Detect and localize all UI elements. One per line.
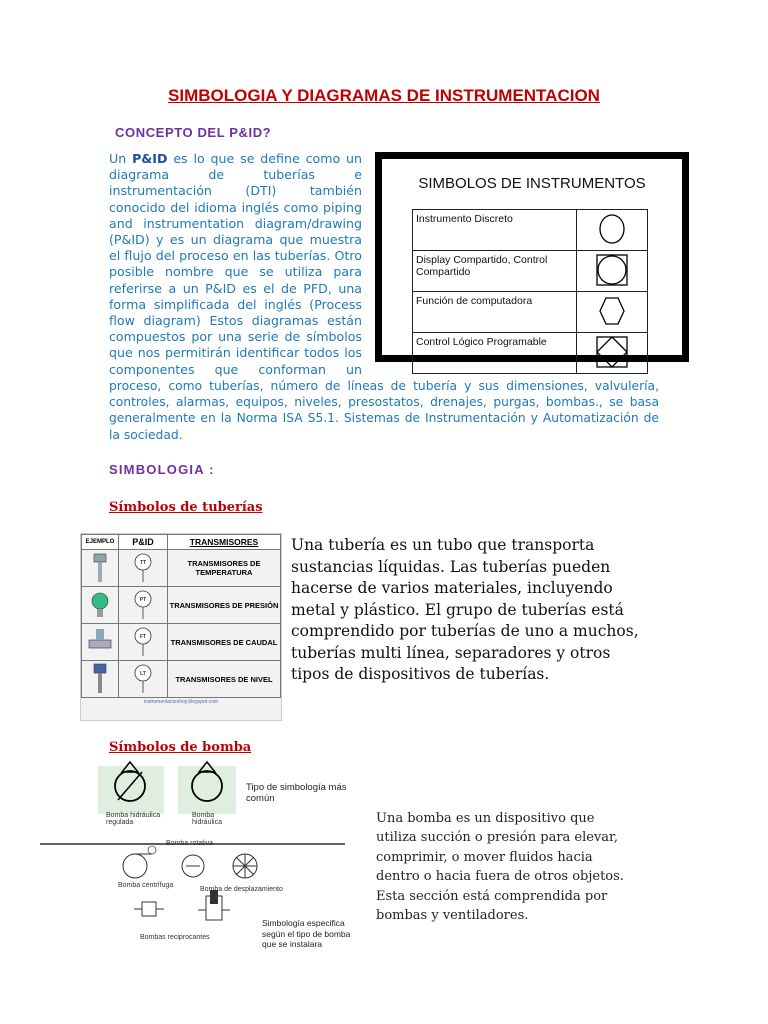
instrument-tag: TT <box>139 560 147 566</box>
paragraph-line: Una bomba es un dispositivo que <box>376 811 595 826</box>
tuberias-heading: Símbolos de tuberías <box>109 500 263 515</box>
table-row <box>82 661 281 698</box>
pump-label: Bomba centrífuga <box>118 882 174 889</box>
instrument-symbols-figure <box>375 152 689 362</box>
instrument-tag: LT <box>140 671 146 677</box>
paragraph-line: metal y plástico. El grupo de tuberías está <box>291 600 624 619</box>
intro-line: posible nombre que se utiliza para <box>109 264 362 280</box>
paragraph-line: dentro o hacia fuera de otros objetos. <box>376 869 624 885</box>
intro-line: generalmente en la Norma ISA S5.1. Sistemas de Instrumentación y Automatización de <box>109 411 659 426</box>
intro-line: diagrama de tuberías e <box>109 167 362 183</box>
table-row <box>413 210 648 251</box>
intro-paragraph-wide <box>109 378 659 443</box>
instrument-symbols-table <box>412 209 648 374</box>
paragraph-line: Una tubería es un tubo que transporta <box>291 536 595 554</box>
pt-bubble-icon <box>119 587 168 624</box>
intro-line: instrumentación (DTI) también <box>109 183 362 199</box>
tt-bubble-icon <box>119 550 168 587</box>
pump-label: Bomba de desplazamiento <box>200 886 283 893</box>
hexagon-symbol-icon <box>577 292 648 333</box>
circle-in-square-symbol-icon <box>577 251 648 292</box>
bomba-heading: Símbolos de bomba <box>109 740 252 755</box>
circle-symbol-icon <box>577 210 648 251</box>
instrument-figure-canvas <box>382 159 682 355</box>
intro-line: el flujo del proceso en las tuberías. Otro <box>109 248 362 264</box>
figure-footer: instrumentacionhoy.blogspot.com <box>143 699 219 705</box>
paragraph-line: tuberías multi línea, separadores y otros <box>291 643 611 662</box>
paragraph-line: comprendido por tuberías de uno a muchos, <box>291 622 639 640</box>
level-transmitter-icon <box>82 661 119 698</box>
transmitter-label: TRANSMISORES DE CAUDAL <box>168 624 281 661</box>
flow-transmitter-icon <box>82 624 119 661</box>
instrument-tag: PT <box>139 597 147 603</box>
intro-line: es lo que se define como un <box>173 151 362 166</box>
diamond-in-square-symbol-icon <box>577 333 648 374</box>
ft-bubble-icon <box>119 624 168 661</box>
pressure-transmitter-icon <box>82 587 119 624</box>
transmitter-label: TRANSMISORES DE PRESIÓN <box>168 587 281 624</box>
intro-line: controles, alarmas, equipos, niveles, presostatos, drenajes, purgas, bombas., se basa <box>109 395 659 410</box>
lt-bubble-icon <box>119 661 168 698</box>
paragraph-line: utiliza succión o presión para elevar, <box>376 830 618 846</box>
intro-line: proceso, como tuberías, número de líneas de tubería y sus dimensiones, valvulería, <box>109 379 659 393</box>
pump-label: Bomba rotativa <box>166 840 214 847</box>
column-header: EJEMPLO <box>82 535 119 550</box>
simbologia-especifica-caption: Simbología especifica según el tipo de bomba que se instalara <box>262 918 351 949</box>
table-row <box>82 624 281 661</box>
transmitter-label: TRANSMISORES DE NIVEL <box>168 661 281 698</box>
table-row <box>413 333 648 374</box>
transmitters-figure <box>80 533 282 721</box>
transmitters-table <box>81 534 281 698</box>
symbol-label: Display Compartido, Control Compartido <box>413 251 577 292</box>
intro-line: que nos permitirán identificar todos los <box>109 345 362 361</box>
intro-line: and instrumentation diagram/drawing <box>109 215 362 231</box>
intro-lead: Un <box>109 151 127 166</box>
pump-label: Bombas reciprocantes <box>140 934 210 941</box>
paragraph-line: bombas y ventiladores. <box>376 908 529 924</box>
tuberias-paragraph <box>291 535 671 686</box>
symbol-label: Instrumento Discreto <box>413 210 577 251</box>
intro-line: componentes que conforman un <box>109 361 362 377</box>
paragraph-line: sustancias líquidas. Las tuberías pueden <box>291 557 611 576</box>
paragraph-line: Esta sección está comprendida por <box>376 888 608 904</box>
symbol-label: Función de computadora <box>413 292 577 333</box>
bomba-paragraph <box>376 809 676 925</box>
symbol-label: Control Lógico Programable <box>413 333 577 374</box>
concepto-heading: CONCEPTO DEL P&ID? <box>115 125 272 140</box>
table-row <box>82 587 281 624</box>
table-header-row <box>82 535 281 550</box>
intro-line: conocido del idioma inglés como piping <box>109 199 362 215</box>
table-row <box>413 251 648 292</box>
pump-label: Bomba hidráulica <box>192 812 222 826</box>
intro-line: flow diagram) Estos diagramas están <box>109 313 362 329</box>
column-header: P&ID <box>119 535 168 550</box>
paragraph-line: tipos de dispositivos de tuberías. <box>291 665 550 683</box>
intro-line: (P&ID) y es un diagrama que muestra <box>109 232 362 248</box>
paragraph-line: comprimir, o mover fluidos hacia <box>376 849 593 865</box>
table-row <box>413 292 648 333</box>
page-title: SIMBOLOGIA Y DIAGRAMAS DE INSTRUMENTACION <box>168 86 600 105</box>
transmitter-label: TRANSMISORES DE TEMPERATURA <box>168 550 281 587</box>
table-row <box>82 550 281 587</box>
instrument-figure-title: SIMBOLOS DE INSTRUMENTOS <box>418 175 646 192</box>
intro-line: referirse a un P&ID es el de PFD, una <box>109 280 362 296</box>
tipo-comun-caption: Tipo de simbología más común <box>246 782 347 804</box>
intro-paragraph-narrow <box>109 151 362 378</box>
column-header: TRANSMISORES <box>168 535 281 550</box>
instrument-tag: FT <box>139 634 147 640</box>
paragraph-line: hacerse de varios materiales, incluyendo <box>291 579 613 597</box>
intro-line-first <box>109 151 362 167</box>
pid-bold: P&ID <box>132 151 168 166</box>
intro-line: forma simplificada del inglés (Process <box>109 296 362 312</box>
intro-line: compuestos por una serie de símbolos <box>109 329 362 345</box>
pump-symbols-figure <box>40 760 360 970</box>
simbologia-heading: SIMBOLOGIA : <box>109 462 215 477</box>
temperature-transmitter-icon <box>82 550 119 587</box>
intro-line: la sociedad. <box>109 427 183 442</box>
pump-label: Bomba hidráulica regulada <box>106 812 161 826</box>
